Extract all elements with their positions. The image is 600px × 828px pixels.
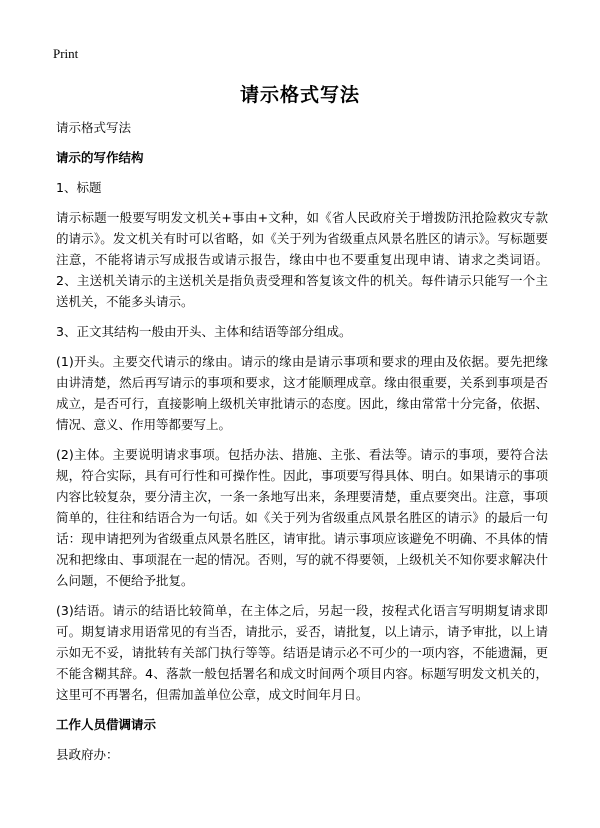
paragraph-main-body: (2)主体。主要说明请求事项。包括办法、措施、主张、看法等。请示的事项，要符合法规，符合实际，具有可行性和可操作性。因此，事项要写得具体、明白。如果请示的事项内容比较复杂，要分清主次，一条一条地写出来，条理要清楚，重点要突出。注意，事项简单的，往往和结语合为一句话。如《关于列为省级重点风景名胜区的请示》的最后一句话：现申请把列为省级重点风景名胜区，请审批。请示事项应该避免不明确、不具体的情况和把缘由、事项混在一起的情况。否则，写的就不得要领，上级机关不知你要求解决什么问题，不便给予批复。 (56, 447, 548, 588)
paragraph-title-rules: 请示标题一般要写明发文机关+事由+文种，如《省人民政府关于增拨防汛抢险救灾专款的请示》。发文机关有时可以省略，如《关于列为省级重点风景名胜区的请示》。写标题要注意，不能将请示写成报告或请示报告，缘由中也不要重复出现申请、请求之类词语。 2、主送机关请示的主送机关是指负责受理和答复该文件的机关。每件请示只能写一个主送机关，不能多头请示。 (56, 210, 548, 309)
section-heading: 请示的写作结构 (56, 150, 144, 165)
paragraph-opening: (1)开头。主要交代请示的缘由。请示的缘由是请示事项和要求的理由及依据。要先把缘由讲清楚，然后再写请示的事项和要求，这才能顺理成章。缘由很重要，关系到事项是否成立，是否可行，直接影响上级机关审批请示的态度。因此，缘由常常十分完备，依据、情况、意义、作用等都要写上。 (56, 354, 548, 432)
print-link[interactable]: Print (53, 46, 79, 61)
document-title: 请示格式写法 (239, 84, 360, 106)
paragraph-conclusion: (3)结语。请示的结语比较简单，在主体之后，另起一段，按程式化语言写明期复请求即可。期复请求用语常见的有当否，请批示，妥否，请批复，以上请示，请予审批，以上请示如无不妥，请批转有关部门执行等等。结语是请示必不可少的一项内容，不能遗漏，更不能含糊其辞。4、落款一般包括署名和成文时间两个项目内容。标题写明发文机关的，这里可不再署名，但需加盖单位公章，成文时间年月日。 (56, 603, 548, 702)
subtitle-paragraph: 请示格式写法 (56, 120, 132, 135)
paragraph-body-structure: 3、正文其结构一般由开头、主体和结语等部分组成。 (56, 324, 352, 339)
section-heading-secondment: 工作人员借调请示 (56, 717, 157, 732)
addressee-line: 县政府办： (56, 747, 119, 762)
document-body (56, 117, 548, 774)
subheading-title: 1、标题 (56, 180, 102, 195)
